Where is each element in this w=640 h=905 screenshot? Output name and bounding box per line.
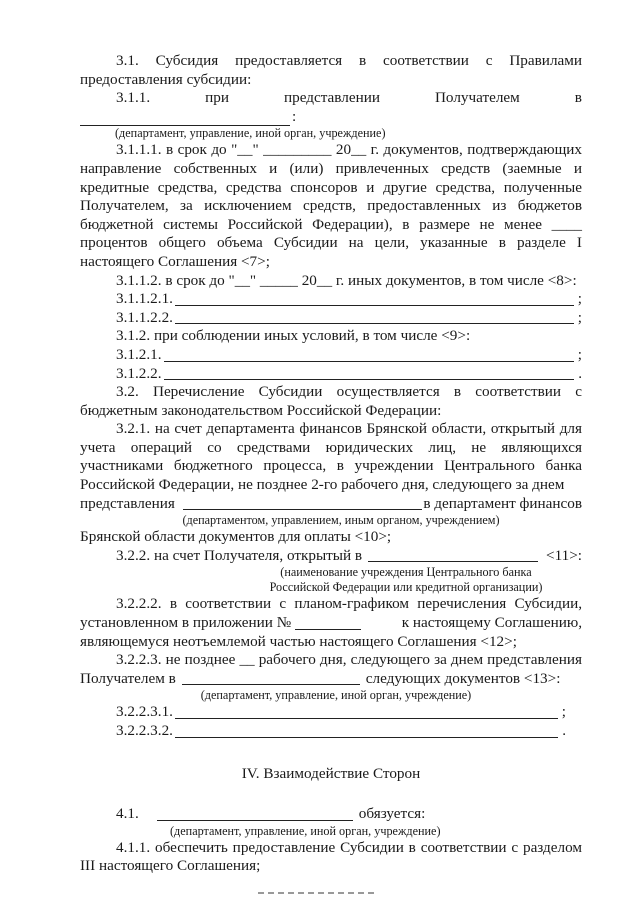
fill-line[interactable] <box>164 365 575 380</box>
fill-line[interactable] <box>295 615 361 630</box>
clause-3-2-1-cont: учета операций со средствами юридических лиц, не являющихся участниками бюджетного процесса, в учреждении Центрального банка Российской Федерации, не позднее 2-го рабочего дня, следующего за днем <box>80 438 582 494</box>
clause-3-1-1-2: 3.1.1.2. в срок до "__" _____ 20__ г. иных документов, в том числе <8>: <box>116 271 577 289</box>
clause-3-1-2-1: 3.1.2.1. ; <box>116 345 582 363</box>
clause-3-1-1-blank: : <box>80 108 582 127</box>
hint-department: (департамент, управление, иной орган, учреждение) <box>115 126 386 141</box>
fill-line[interactable] <box>368 547 538 562</box>
clause-3-2-2-3-2: 3.2.2.3.2. . <box>116 722 566 739</box>
clause-3-1: 3.1. Субсидия предоставляется в соответствии с Правилами <box>116 52 582 69</box>
clause-4-1-1: 4.1.1. обеспечить предоставление Субсидии в соответствии с разделом <box>116 838 582 856</box>
hint-department: (департамент, управление, иной орган, учреждение) <box>170 823 441 838</box>
clause-3-1-2: 3.1.2. при соблюдении иных условий, в том числе <9>: <box>116 327 471 345</box>
clause-3-2-2-2-end: являющемуся неотъемлемой частью настоящего Соглашения <12>; <box>80 632 517 650</box>
clause-3-2-1-blank: представления в департамент финансов <box>80 494 582 512</box>
clause-3-2: 3.2. Перечисление Субсидии осуществляется в соответствии с <box>116 383 582 401</box>
clause-3-1-1-2-1: 3.1.1.2.1. ; <box>116 290 582 308</box>
clause-3-2-2-3-1: 3.2.2.3.1. ; <box>116 703 566 721</box>
fill-line[interactable] <box>183 495 423 510</box>
clause-3-2-cont: бюджетным законодательством Российской Федерации: <box>80 401 442 419</box>
clause-3-2-2-2-blank: установленном в приложении № к настоящему Соглашению, <box>80 614 582 632</box>
hint-department: (департаментом, управлением, иным органом, учреждением) <box>182 513 500 528</box>
fill-line[interactable] <box>164 347 574 362</box>
clause-3-1-2-2: 3.1.2.2. . <box>116 364 582 382</box>
fill-line[interactable] <box>175 291 574 306</box>
fill-line[interactable] <box>80 111 290 126</box>
clause-3-2-2-3-blank: Получателем в следующих документов <13>: <box>80 669 561 687</box>
clause-4-1-1-cont: III настоящего Соглашения; <box>80 857 261 875</box>
fill-line[interactable] <box>175 723 558 738</box>
clause-3-2-2-3: 3.2.2.3. не позднее __ рабочего дня, следующего за днем представления <box>116 651 582 669</box>
fill-line[interactable] <box>175 309 574 324</box>
hint-bank: (наименование учреждения Центрального банка Российской Федерации или кредитной организации) <box>269 565 543 595</box>
clause-3-2-2-2: 3.2.2.2. в соответствии с планом-графиком перечисления Субсидии, <box>116 595 582 613</box>
scan-artifact <box>258 892 378 894</box>
clause-3-2-2: 3.2.2. на счет Получателя, открытый в <11>: <box>116 546 582 564</box>
section-heading: IV. Взаимодействие Сторон <box>241 764 421 782</box>
clause-3-1-1: 3.1.1. при представлении Получателем в <box>116 89 582 107</box>
fill-line[interactable] <box>182 670 360 685</box>
clause-3-1-1-1: 3.1.1.1. в срок до "__" _________ 20__ г. документов, подтверждающих <box>116 141 582 159</box>
clause-4-1: 4.1. обязуется: <box>116 805 426 823</box>
clause-3-2-1-end: Брянской области документов для оплаты <10>; <box>80 528 392 546</box>
clause-3-2-1: 3.2.1. на счет департамента финансов Брянской области, открытый для <box>116 420 582 438</box>
document-page <box>80 52 582 876</box>
clause-3-1-cont: предоставления субсидии: <box>80 70 252 88</box>
clause-3-1-1-1-cont: направление собственных и (или) привлеченных средств (заемные и кредитные средства, средства спонсоров и другие средства, полученные Получателем, за исключением средств, предоставленных из бюджетов бюджетной системы Российской Федерации), в размере не менее ____ процентов общего объема Субсидии на цели, указанные в разделе I настоящего Соглашения <7>; <box>80 159 582 270</box>
fill-line[interactable] <box>157 806 353 821</box>
fill-line[interactable] <box>175 704 558 719</box>
hint-department: (департамент, управление, иной орган, учреждение) <box>200 688 472 703</box>
clause-3-1-1-2-2: 3.1.1.2.2. ; <box>116 308 582 326</box>
